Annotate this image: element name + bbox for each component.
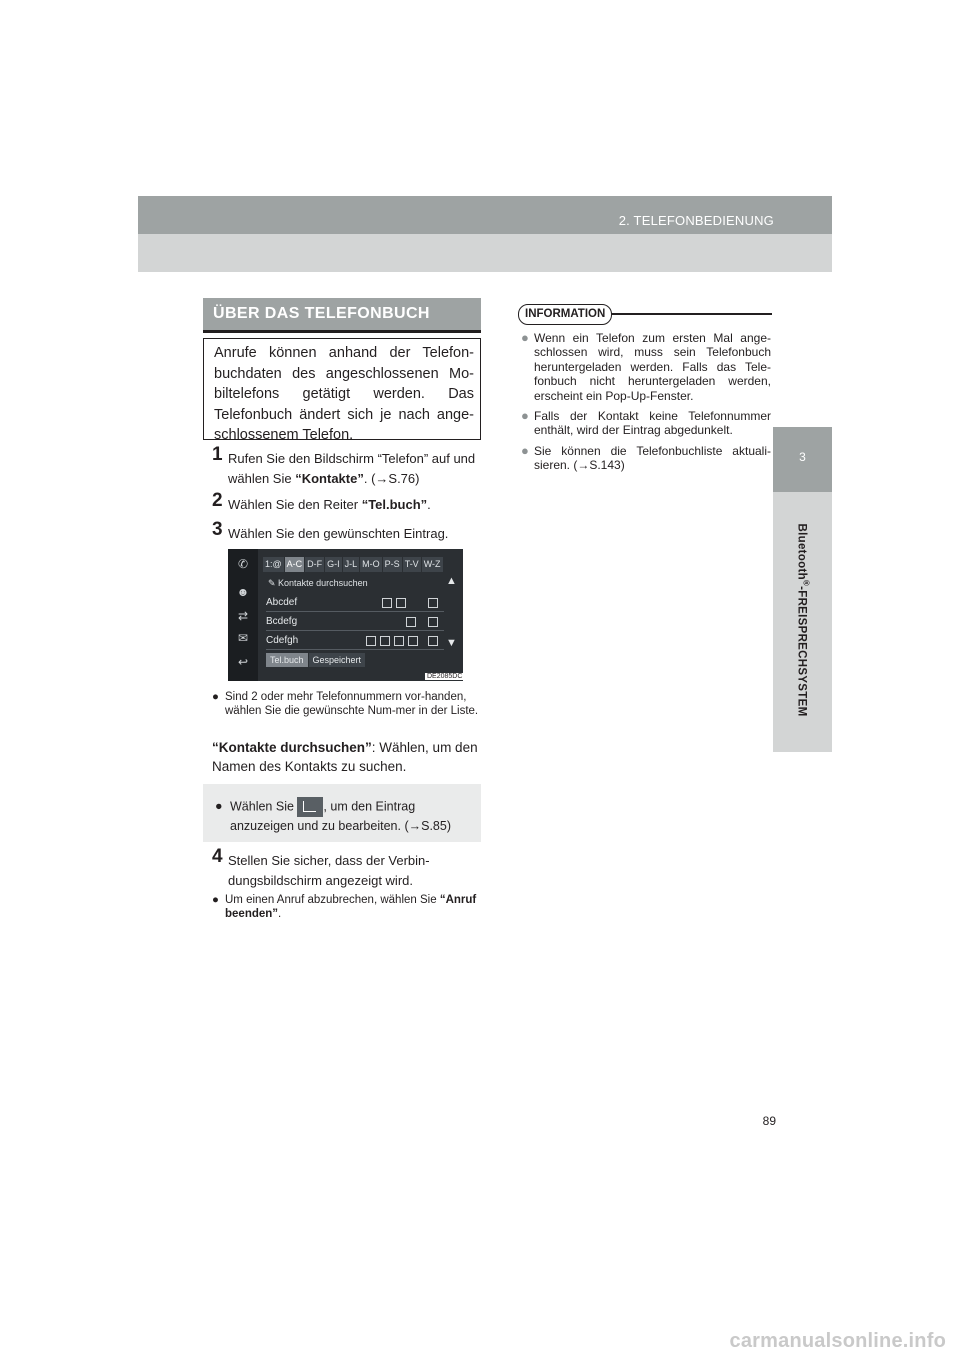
- watermark: carmanualsonline.info: [729, 1330, 946, 1352]
- edit-icon: [428, 636, 438, 646]
- tab-saved[interactable]: Gespeichert: [309, 653, 366, 667]
- phonebook-screen-figure: [228, 549, 463, 681]
- tab-1-at[interactable]: 1:@: [263, 557, 284, 572]
- figure-code: DE2085DC: [427, 673, 463, 680]
- bullet-icon: ●: [521, 408, 529, 423]
- info-item: ● Sie können die Telefonbuchliste aktuali-sieren. (→S.143): [521, 443, 771, 473]
- bullet-icon: ●: [212, 691, 219, 703]
- edit-icon: [297, 797, 323, 817]
- alphabet-tabs: [263, 557, 444, 572]
- tab-t-v[interactable]: T-V: [403, 557, 421, 572]
- step-1: 1 Rufen Sie den Bildschirm “Telefon” auf und wählen Sie “Kontakte”. (→S.76): [212, 444, 476, 486]
- bullet-icon: ●: [521, 443, 529, 458]
- bullet-icon: ●: [212, 894, 219, 906]
- edit-icon: [428, 598, 438, 608]
- search-contacts-button[interactable]: ✎ Kontakte durchsuchen: [268, 578, 368, 588]
- step-number: 4: [212, 846, 223, 867]
- step-number: 1: [212, 444, 223, 465]
- tab-g-i[interactable]: G-I: [325, 557, 342, 572]
- tab-d-f[interactable]: D-F: [305, 557, 324, 572]
- contacts-icon: ☻: [236, 585, 250, 599]
- info-item: ● Wenn ein Telefon zum ersten Mal ange-schlossen wird, muss sein Telefonbuch heruntergeladen werden. Falls das Tele-fonbuch nicht heruntergeladen werden, erscheint ein Pop-Up-Fenster.: [521, 330, 771, 403]
- bullet-icon: ●: [521, 330, 529, 345]
- scroll-up-icon[interactable]: ▲: [446, 575, 457, 587]
- step-number: 2: [212, 490, 223, 511]
- header-subband: [138, 234, 832, 272]
- bottom-tabs: [266, 653, 366, 667]
- tab-p-s[interactable]: P-S: [383, 557, 402, 572]
- section-title: ÜBER DAS TELEFONBUCH: [203, 298, 481, 330]
- info-item: ● Falls der Kontakt keine Telefonnummer enthält, wird der Eintrag abgedunkelt.: [521, 408, 771, 438]
- tab-m-o[interactable]: M-O: [360, 557, 382, 572]
- section-rule: [203, 330, 481, 333]
- contact-row[interactable]: Abcdef: [266, 594, 444, 612]
- scroll-down-icon[interactable]: ▼: [446, 637, 457, 649]
- chapter-title: Bluetooth®-FREISPRECHSYSTEM: [795, 523, 811, 717]
- information-label: INFORMATION: [518, 304, 612, 325]
- edit-icon: [428, 617, 438, 627]
- step-number: 3: [212, 519, 223, 540]
- bullet-cancel: ● Um einen Anruf abzubrechen, wählen Sie “Anruf beenden”.: [212, 894, 477, 920]
- transfer-icon: ⇄: [237, 609, 249, 623]
- chapter-number: 3: [799, 450, 806, 464]
- phone-icon: ✆: [237, 557, 249, 571]
- tab-a-c[interactable]: A-C: [285, 557, 305, 572]
- bullet-multiple-numbers: ● Sind 2 oder mehr Telefonnummern vor-handen, wählen Sie die gewünschte Num-mer in der Liste.: [212, 691, 479, 717]
- tab-phonebook[interactable]: Tel.buch: [266, 653, 308, 667]
- search-description: “Kontakte durchsuchen”: Wählen, um den Namen des Kontakts zu suchen.: [212, 740, 478, 774]
- step-3: 3 Wählen Sie den gewünschten Eintrag.: [212, 519, 449, 541]
- contact-row[interactable]: Cdefgh: [266, 632, 444, 650]
- mail-icon: ✉: [237, 631, 249, 645]
- contact-row[interactable]: Bcdefg: [266, 613, 444, 631]
- tab-j-l[interactable]: J-L: [343, 557, 360, 572]
- bullet-icon: ●: [215, 799, 223, 813]
- info-rule: [603, 313, 772, 315]
- section-header: 2. TELEFONBEDIENUNG: [618, 213, 774, 228]
- tab-w-z[interactable]: W-Z: [422, 557, 443, 572]
- intro-box: Anrufe können anhand der Telefon-buchdaten des angeschlossenen Mo-biltelefons getätigt werden. Das Telefonbuch ändert sich je nach ange-schlossenem Telefon.: [203, 338, 481, 440]
- step-4: 4 Stellen Sie sicher, dass der Verbin-dungsbildschirm angezeigt wird.: [212, 846, 430, 888]
- step-2: 2 Wählen Sie den Reiter “Tel.buch”.: [212, 490, 431, 512]
- back-icon: ↩: [237, 655, 249, 669]
- bullet-edit: ● Wählen Sie , um den Eintrag anzuzeigen und zu bearbeiten. (→S.85): [215, 799, 451, 833]
- page-number: 89: [762, 1114, 776, 1128]
